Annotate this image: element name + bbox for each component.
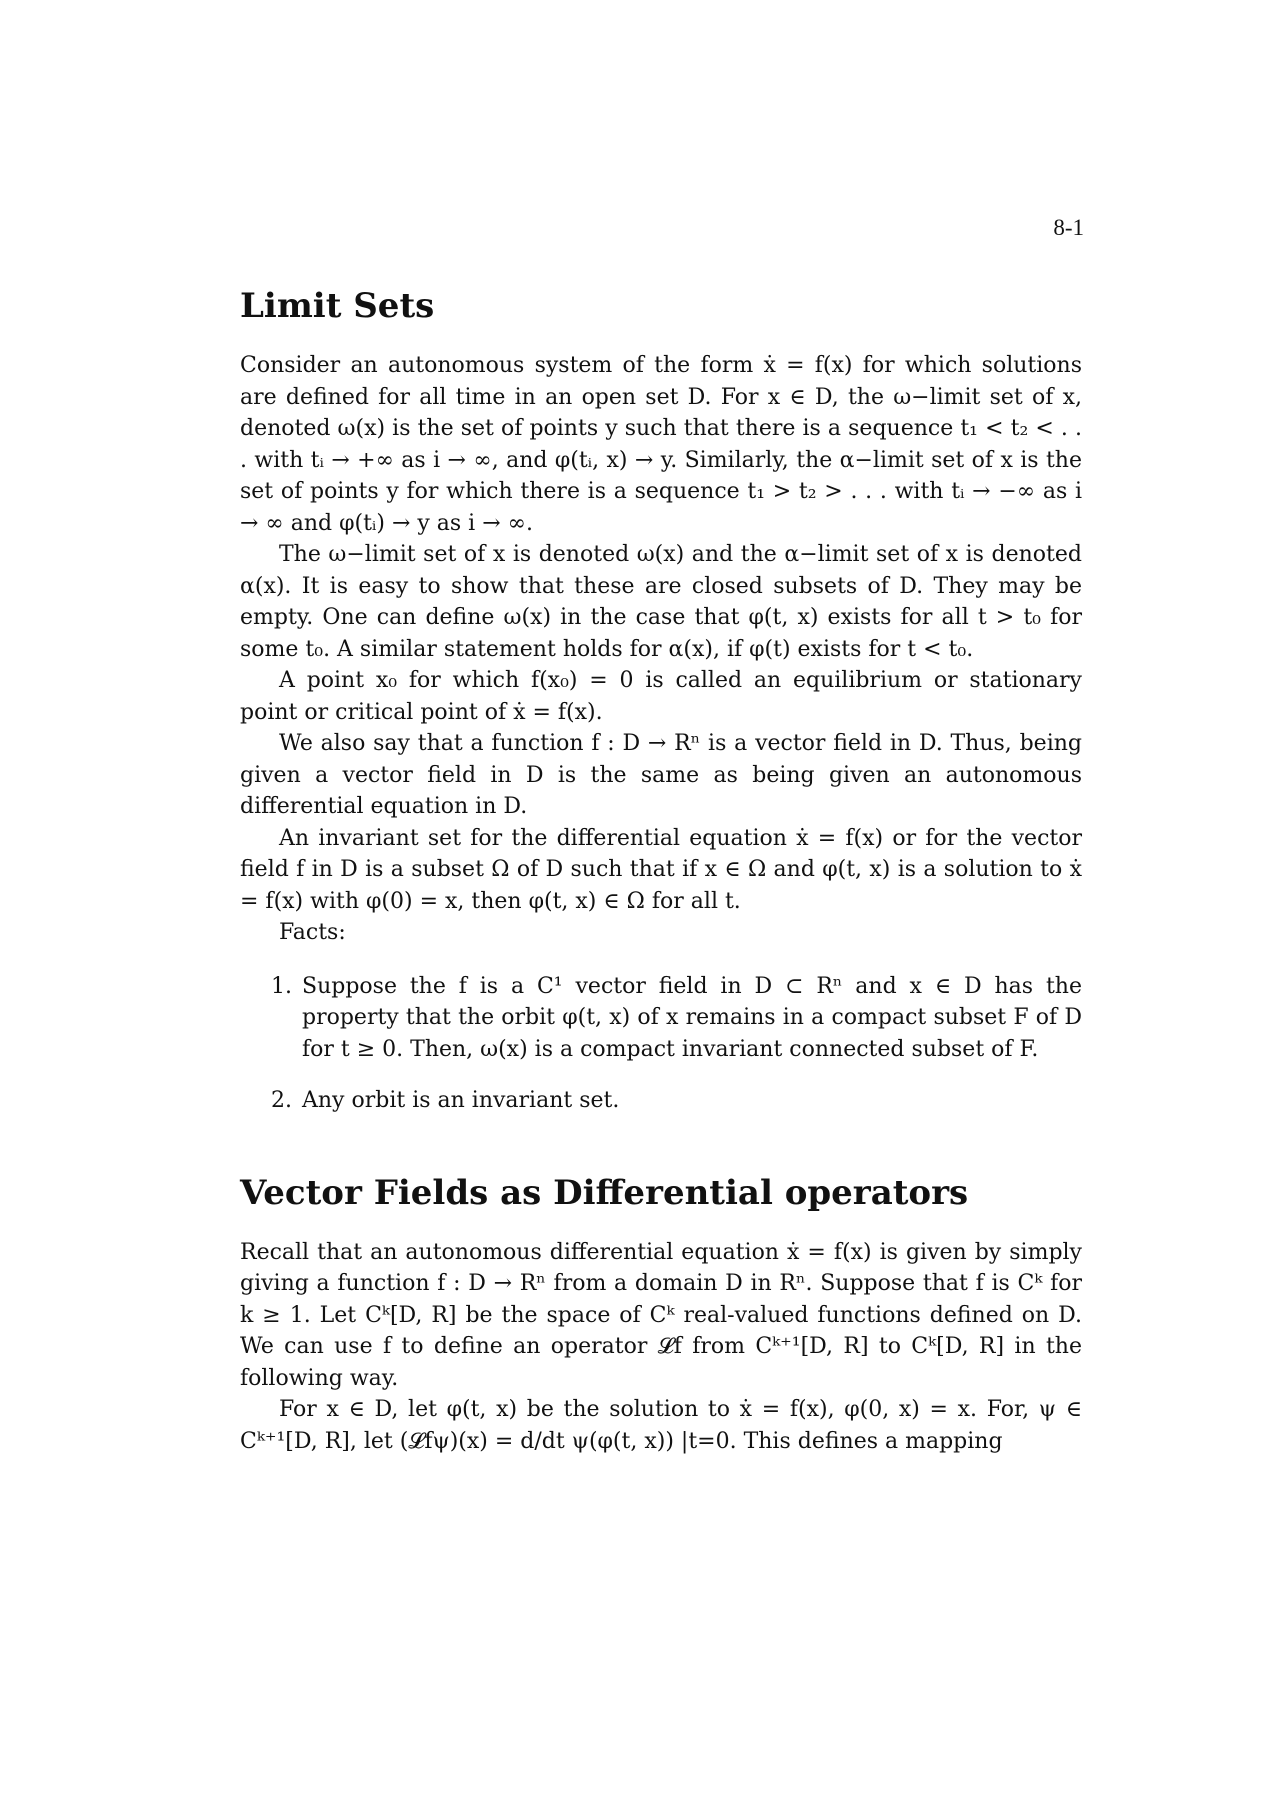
section-title-limit-sets: Limit Sets	[240, 286, 435, 326]
page-content	[240, 282, 1082, 1457]
paragraph: For x ∈ D, let φ(t, x) be the solution to ẋ = f(x), φ(0, x) = x. For, ψ ∈ Cᵏ⁺¹[D, R], let (𝓛fψ)(x) = d/dt ψ(φ(t, x)) |t=0. This defines a mapping	[240, 1397, 1082, 1454]
paragraph: The ω−limit set of x is denoted ω(x) and the α−limit set of x is denoted α(x). It is easy to show that these are closed subsets of D. They may be empty. One can define ω(x) in the case that φ(t, x) exists for all t > t₀ for some t₀. A similar statement holds for α(x), if φ(t) exists for t < t₀.	[240, 542, 1082, 662]
list-text: Any orbit is an invariant set.	[302, 1088, 620, 1113]
list-item	[240, 971, 1082, 1066]
list-text: Suppose the f is a C¹ vector field in D ⊂ Rⁿ and x ∈ D has the property that the orbit φ(t, x) of x remains in a compact subset F of D for t ≥ 0. Then, ω(x) is a compact invariant connected subset of F.	[302, 973, 1082, 1062]
paragraph: A point x₀ for which f(x₀) = 0 is called an equilibrium or stationary point or critical point of ẋ = f(x).	[240, 668, 1082, 725]
list-number: 2.	[271, 1088, 292, 1113]
paragraph: An invariant set for the differential equation ẋ = f(x) or for the vector field f in D is a subset Ω of D such that if x ∈ Ω and φ(t, x) is a solution to ẋ = f(x) with φ(0) = x, then φ(t, x) ∈ Ω for all t.	[240, 825, 1082, 914]
facts-list	[240, 971, 1082, 1117]
paragraph: We also say that a function f : D → Rⁿ is a vector field in D. Thus, being given a vector field in D is the same as being given an autonomous differential equation in D.	[240, 731, 1082, 819]
paragraph: Consider an autonomous system of the form ẋ = f(x) for which solutions are defined for all time in an open set D. For x ∈ D, the ω−limit set of x, denoted ω(x) is the set of points y such that there is a sequence t₁ < t₂ < . . . with tᵢ → +∞ as i → ∞, and φ(tᵢ, x) → y. Similarly, the α−limit set of x is the set of points y for which there is a sequence t₁ > t₂ > . . . with tᵢ → −∞ as i → ∞ and φ(tᵢ) → y as i → ∞.	[240, 353, 1082, 536]
list-item	[240, 1085, 1082, 1117]
section-title-vector-fields: Vector Fields as Differential operators	[240, 1172, 969, 1213]
facts-label: Facts:	[279, 920, 346, 945]
paragraph: Recall that an autonomous differential equation ẋ = f(x) is given by simply giving a function f : D → Rⁿ from a domain D in Rⁿ. Suppose that f is Cᵏ for k ≥ 1. Let Cᵏ[D, R] be the space of Cᵏ real-valued functions defined on D. We can use f to define an operator 𝓛f from Cᵏ⁺¹[D, R] to Cᵏ[D, R] in the following way.	[240, 1239, 1082, 1391]
page-number: 8-1	[1053, 215, 1084, 240]
list-number: 1.	[271, 973, 292, 999]
